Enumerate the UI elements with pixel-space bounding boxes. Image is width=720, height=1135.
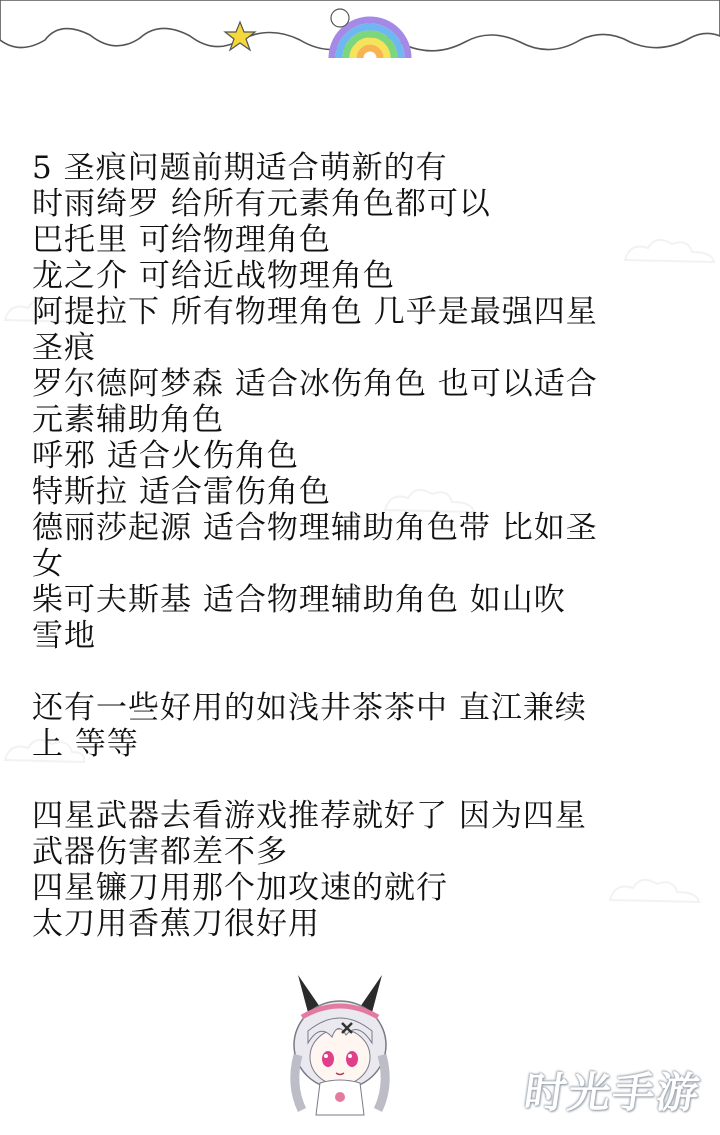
text-line: 雪地 [32, 618, 96, 654]
text-line: 时雨绮罗 给所有元素角色都可以 [32, 186, 491, 222]
text-line: 女 [32, 546, 64, 582]
text-line: 武器伤害都差不多 [32, 834, 288, 870]
watermark-logo: 时光手游 [521, 1068, 705, 1117]
text-line: 四星镰刀用那个加攻速的就行 [32, 870, 448, 906]
text-line: 巴托里 可给物理角色 [32, 222, 331, 258]
text-line: 罗尔德阿梦森 适合冰伤角色 也可以适合 [32, 366, 598, 402]
blank-line [32, 654, 692, 690]
text-line: 龙之介 可给近战物理角色 [32, 258, 395, 294]
text-line: 德丽莎起源 适合物理辅助角色带 比如圣 [32, 510, 598, 546]
text-line: 元素辅助角色 [32, 402, 224, 438]
article-text [32, 150, 692, 942]
cloud-header [0, 0, 720, 90]
text-line: 特斯拉 适合雷伤角色 [32, 474, 331, 510]
text-line: 太刀用香蕉刀很好用 [32, 906, 320, 942]
text-line: 圣痕 [32, 330, 96, 366]
blank-line [32, 762, 692, 798]
mascot-illustration [280, 965, 400, 1125]
text-line: 还有一些好用的如浅井茶茶中 直江兼续 [32, 690, 587, 726]
text-line: 5 圣痕问题前期适合萌新的有 [32, 150, 448, 186]
text-line: 柴可夫斯基 适合物理辅助角色 如山吹 [32, 582, 566, 618]
text-line: 阿提拉下 所有物理角色 几乎是最强四星 [32, 294, 598, 330]
text-line: 呼邪 适合火伤角色 [32, 438, 299, 474]
text-line: 四星武器去看游戏推荐就好了 因为四星 [32, 798, 587, 834]
text-line: 上 等等 [32, 726, 139, 762]
